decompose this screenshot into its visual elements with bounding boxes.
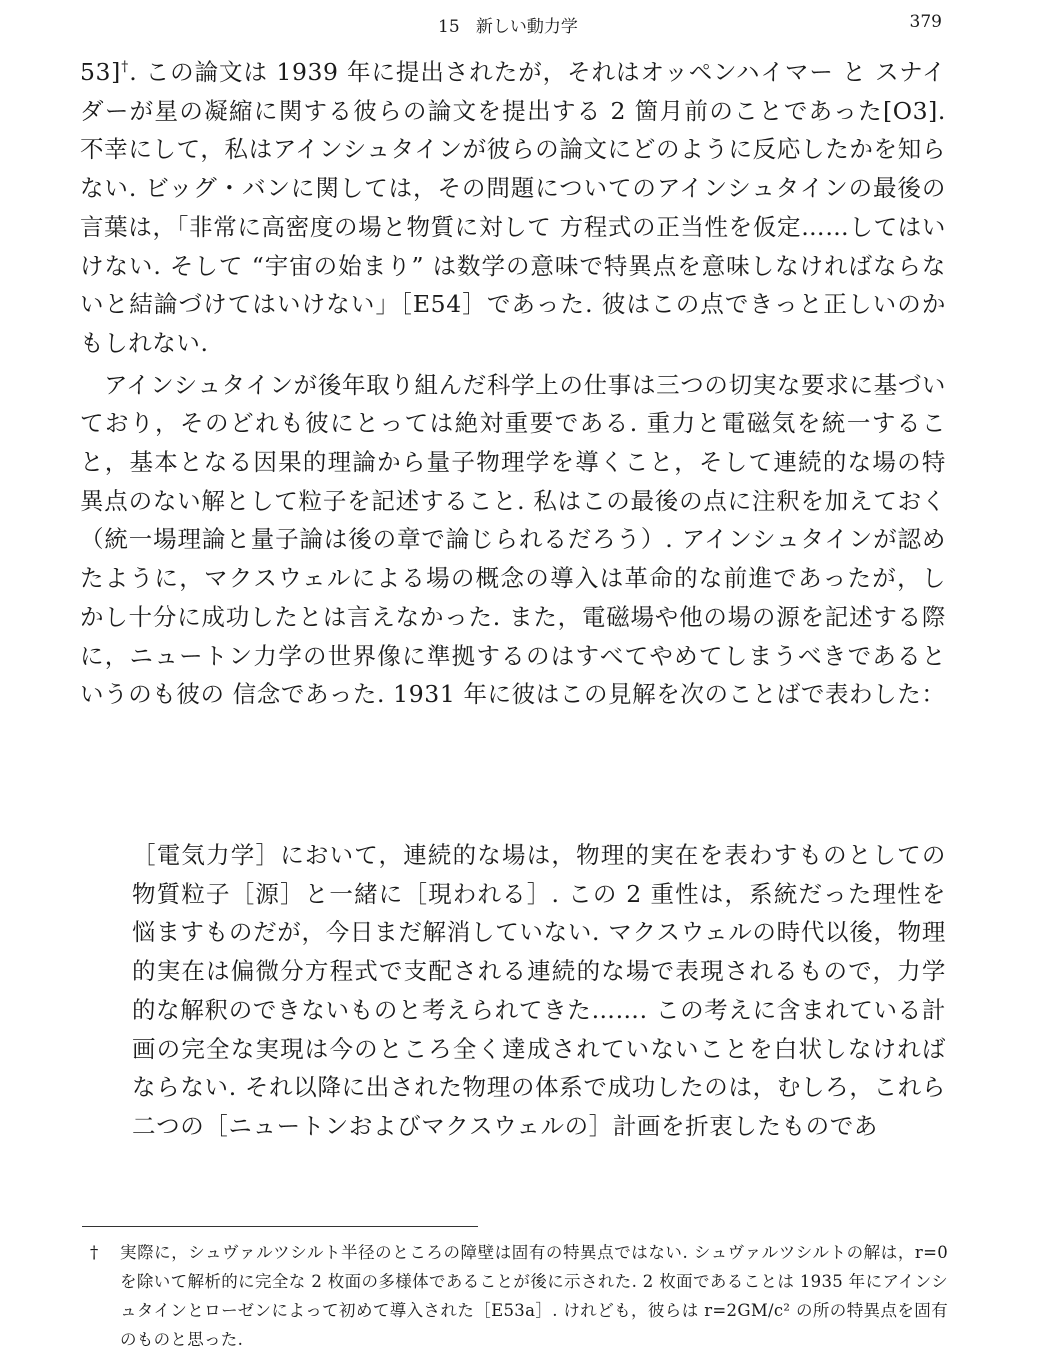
reference-fragment: 53] bbox=[80, 58, 121, 86]
main-text bbox=[80, 53, 946, 714]
running-head bbox=[80, 8, 948, 38]
paragraph-2: アインシュタインが後年取り組んだ科学上の仕事は三つの切実な要求に基づいており，そのどれも彼にとっては絶対重要である. 重力と電磁気を統一すること，基本となる因果的理論から量子物理学を導くこと，そして連続的な場の特異点のない解として粒子を記述すること. 私はこの最後の点に注釈を加えておく（統一場理論と量子論は後の章で論じられるだろう）. アインシュタインが認めたように，マクスウェルによる場の概念の導入は革命的な前進であったが，しかし十分に成功したとは言えなかった. また，電磁場や他の場の源を記述する際に，ニュートン力学の世界像に準拠するのはすべてやめてしまうべきであると いうのも彼の 信念であった. 1931 年に彼はこの見解を次のことばで表わした： bbox=[80, 370, 946, 709]
block-quote: ［電気力学］において，連続的な場は，物理的実在を表わすものとしての物質粒子［源］と一緒に［現われる］. この 2 重性は，系統だった理性を悩ますものだが，今日まだ解消していない. マクスウェルの時代以後，物理的実在は偏微分方程式で支配される連続的な場で表現されるもので，力学的な解釈のできないものと考えられてきた……. この考えに含まれている計画の完全な実現は今のところ全く達成されていないことを白状しなければならない. それ以降に出された物理の体系で成功したのは，むしろ，これら二つの［ニュートンおよびマクスウェルの］計画を折衷したものであ bbox=[132, 841, 946, 1140]
dagger-footnote-marker: † bbox=[120, 59, 130, 75]
chapter-number: 15 bbox=[438, 17, 460, 37]
footnote-text: 実際に，シュヴァルツシルト半径のところの障壁は固有の特異点ではない. シュヴァルツシルトの解は，r=0 を除いて解析的に完全な 2 枚面の多様体であることが後に示された. 2 枚面であることは 1935 年にアインシュタインとローゼンによって初めて導入された［E53a］. けれども，彼らは r=2GM/c² の所の特異点を固有のものと思った. bbox=[120, 1243, 948, 1349]
chapter-heading bbox=[438, 12, 578, 37]
footnote-divider bbox=[82, 1226, 478, 1227]
footnote-dagger-marker: † bbox=[90, 1243, 99, 1262]
chapter-title: 新しい動力学 bbox=[475, 17, 578, 37]
paragraph-1-text: . この論文は 1939 年に提出されたが，それはオッペンハイマー と スナイダーが星の凝縮に関する彼らの論文を提出する 2 箇月前のことであった[O3]. 不幸にして，私はアインシュタインが彼らの論文にどのように反応したかを知らない. ビッグ・バンに関しては，その問題についてのアインシュタインの最後の言葉は，「非常に高密度の場と物質に対して 方程式の正当性を仮定……してはいけない. そして “宇宙の始まり” は数学の意味で特異点を意味しなければならないと結論づけてはいけない」［E54］であった. 彼はこの点できっと正しいのかもしれない. bbox=[80, 58, 946, 357]
page-number: 379 bbox=[909, 12, 942, 32]
paragraph-1 bbox=[80, 53, 946, 363]
footnote bbox=[82, 1238, 948, 1354]
